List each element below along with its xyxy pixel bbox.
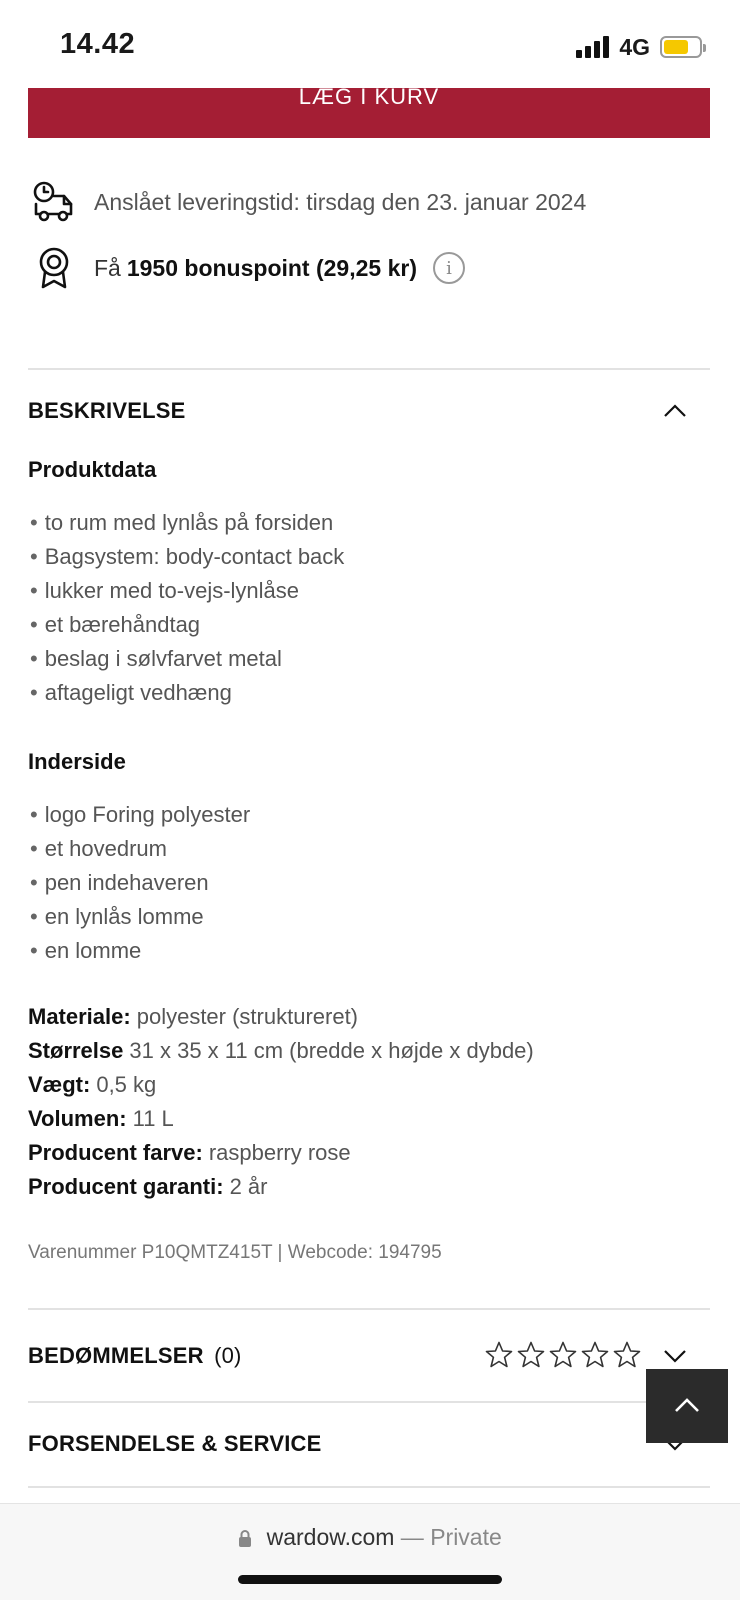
signal-icon — [576, 36, 609, 58]
info-icon[interactable]: i — [433, 252, 465, 284]
lock-icon — [238, 1529, 252, 1547]
spec-row — [28, 1102, 534, 1136]
spec-row — [28, 1000, 534, 1034]
shipping-accordion-header[interactable] — [28, 1424, 710, 1464]
status-bar — [0, 0, 740, 88]
product-data-heading: Produktdata — [28, 457, 157, 482]
rating-stars — [484, 1340, 642, 1370]
spec-key: Producent garanti: — [28, 1174, 224, 1199]
delivery-clock-truck-icon — [28, 178, 80, 226]
list-item: • logo Foring polyester — [30, 798, 250, 832]
inside-heading: Inderside — [28, 749, 126, 774]
list-item: • beslag i sølvfarvet metal — [30, 642, 344, 676]
spec-row — [28, 1170, 534, 1204]
chevron-up-icon — [670, 1389, 704, 1423]
divider — [28, 1486, 710, 1488]
battery-icon — [660, 36, 702, 58]
list-item: • pen indehaveren — [30, 866, 250, 900]
specifications — [28, 1000, 534, 1204]
spec-key: Vægt: — [28, 1072, 91, 1097]
add-to-cart-button[interactable] — [28, 84, 710, 138]
star-icon — [516, 1340, 546, 1370]
spec-key: Materiale: — [28, 1004, 131, 1029]
delivery-text: Anslået leveringstid: tirsdag den 23. januar 2024 — [94, 188, 587, 215]
product-data-list — [30, 506, 344, 710]
browser-url-bar[interactable] — [0, 1503, 740, 1600]
spec-value: polyester (struktureret) — [136, 1004, 359, 1029]
spec-key: Producent farve: — [28, 1140, 203, 1165]
reviews-count: (0) — [214, 1343, 242, 1368]
star-icon — [612, 1340, 642, 1370]
spec-value: raspberry rose — [208, 1140, 351, 1165]
spec-row — [28, 1068, 534, 1102]
award-badge-icon — [28, 244, 80, 292]
spec-value: 31 x 35 x 11 cm (bredde x højde x dybde) — [129, 1038, 534, 1063]
bonus-prefix: Få — [94, 254, 121, 281]
divider — [28, 368, 710, 370]
description-accordion-header[interactable] — [28, 391, 710, 431]
chevron-down-icon — [660, 1341, 690, 1371]
star-icon — [484, 1340, 514, 1370]
spec-key: Volumen: — [28, 1106, 127, 1131]
spec-key: Størrelse — [28, 1038, 124, 1063]
list-item: • et hovedrum — [30, 832, 250, 866]
sku-line: Varenummer P10QMTZ415T | Webcode: 194795 — [28, 1242, 442, 1263]
list-item: • aftageligt vedhæng — [30, 676, 344, 710]
list-item: • lukker med to-vejs-lynlåse — [30, 574, 344, 608]
url-private-label: — Private — [394, 1524, 502, 1550]
description-title: BESKRIVELSE — [28, 398, 186, 423]
spec-value: 2 år — [229, 1174, 268, 1199]
status-time: 14.42 — [60, 28, 136, 60]
divider — [28, 1308, 710, 1310]
home-indicator[interactable] — [238, 1575, 502, 1584]
list-item: • Bagsystem: body-contact back — [30, 540, 344, 574]
list-item: • en lomme — [30, 934, 250, 968]
scroll-to-top-button[interactable] — [646, 1369, 728, 1443]
status-indicators — [576, 32, 702, 62]
spec-row — [28, 1136, 534, 1170]
spec-value: 0,5 kg — [96, 1072, 157, 1097]
shipping-title: FORSENDELSE & SERVICE — [28, 1431, 322, 1456]
bonus-points-value: 1950 bonuspoint (29,25 kr) — [126, 254, 417, 281]
network-type: 4G — [619, 33, 650, 60]
delivery-estimate — [28, 178, 586, 226]
bonus-points — [28, 244, 465, 292]
reviews-title: BEDØMMELSER — [28, 1343, 204, 1368]
chevron-up-icon — [660, 396, 690, 426]
list-item: • to rum med lynlås på forsiden — [30, 506, 344, 540]
list-item: • en lynlås lomme — [30, 900, 250, 934]
star-icon — [580, 1340, 610, 1370]
inside-list — [30, 798, 250, 968]
divider — [28, 1401, 710, 1403]
url-domain: wardow.com — [266, 1524, 395, 1550]
spec-row — [28, 1034, 534, 1068]
star-icon — [548, 1340, 578, 1370]
spec-value: 11 L — [132, 1106, 174, 1131]
add-to-cart-label: LÆG I KURV — [298, 84, 440, 109]
list-item: • et bærehåndtag — [30, 608, 344, 642]
